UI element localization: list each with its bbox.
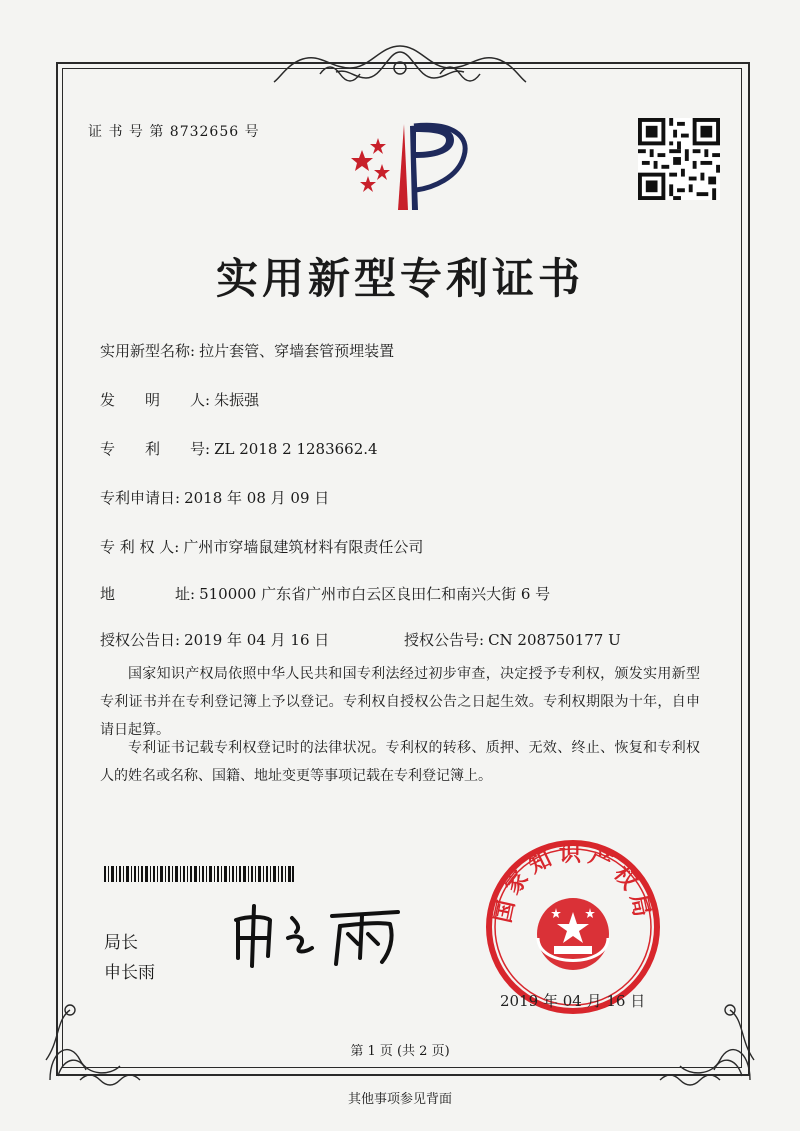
certificate-number: 证 书 号 第 8732656 号	[88, 124, 260, 140]
patent-office-emblem	[342, 118, 472, 218]
qr-code	[638, 118, 720, 200]
field-inventor	[100, 389, 259, 410]
grant-paragraph: 国家知识产权局依照中华人民共和国专利法经过初步审查，决定授予专利权，颁发实用新型专利证书并在专利登记簿上予以登记。专利权自授权公告之日起生效。专利权期限为十年，自申请日起算。	[100, 666, 700, 738]
grant-date-label: 授权公告日:	[100, 631, 181, 649]
field-utility-name	[100, 340, 394, 361]
field-patent-number	[100, 438, 378, 459]
address-label: 地 址:	[100, 585, 196, 603]
address-value: 510000 广东省广州市白云区良田仁和南兴大街 6 号	[199, 585, 551, 603]
top-ornament	[270, 38, 530, 90]
patentee-value: 广州市穿墙鼠建筑材料有限责任公司	[183, 538, 424, 556]
filing-date-label: 专利申请日:	[100, 489, 181, 507]
bottom-left-ornament	[40, 980, 150, 1090]
filing-date-value: 2018 年 08 月 09 日	[184, 489, 330, 507]
field-address	[100, 583, 550, 604]
legal-status-paragraph: 专利证书记载专利权登记时的法律状况。专利权的转移、质押、无效、终止、恢复和专利权人的姓名或名称、国籍、地址变更等事项记载在专利登记簿上。	[100, 740, 700, 784]
grant-date-value: 2019 年 04 月 16 日	[184, 631, 330, 649]
seal-date: 2019 年 04 月 16 日	[500, 992, 646, 1010]
svg-text:国家知识产权局: 国家知识产权局	[489, 840, 657, 925]
director-title: 局长	[104, 933, 138, 953]
field-filing-date	[100, 487, 329, 508]
barcode	[104, 866, 294, 882]
director-signature	[228, 898, 418, 970]
field-grant-number	[404, 629, 621, 650]
bottom-right-ornament	[650, 980, 760, 1090]
inventor-value: 朱振强	[214, 391, 260, 409]
director-name: 申长雨	[104, 963, 155, 983]
grant-number-label: 授权公告号:	[404, 631, 485, 649]
utility-name-label: 实用新型名称:	[100, 342, 196, 360]
certificate-title: 实用新型专利证书	[215, 254, 584, 303]
patent-number-label: 专 利 号:	[100, 440, 211, 458]
utility-name-value: 拉片套管、穿墙套管预埋装置	[199, 342, 395, 360]
patentee-label: 专 利 权 人:	[100, 538, 180, 556]
grant-number-value: CN 208750177 U	[488, 631, 621, 649]
inventor-label: 发 明 人:	[100, 391, 211, 409]
patent-number-value: ZL 2018 2 1283662.4	[214, 440, 378, 458]
page-number: 第 1 页 (共 2 页)	[350, 1044, 450, 1059]
back-note: 其他事项参见背面	[347, 1092, 452, 1107]
field-patentee	[100, 536, 423, 557]
field-grant-date	[100, 629, 329, 650]
